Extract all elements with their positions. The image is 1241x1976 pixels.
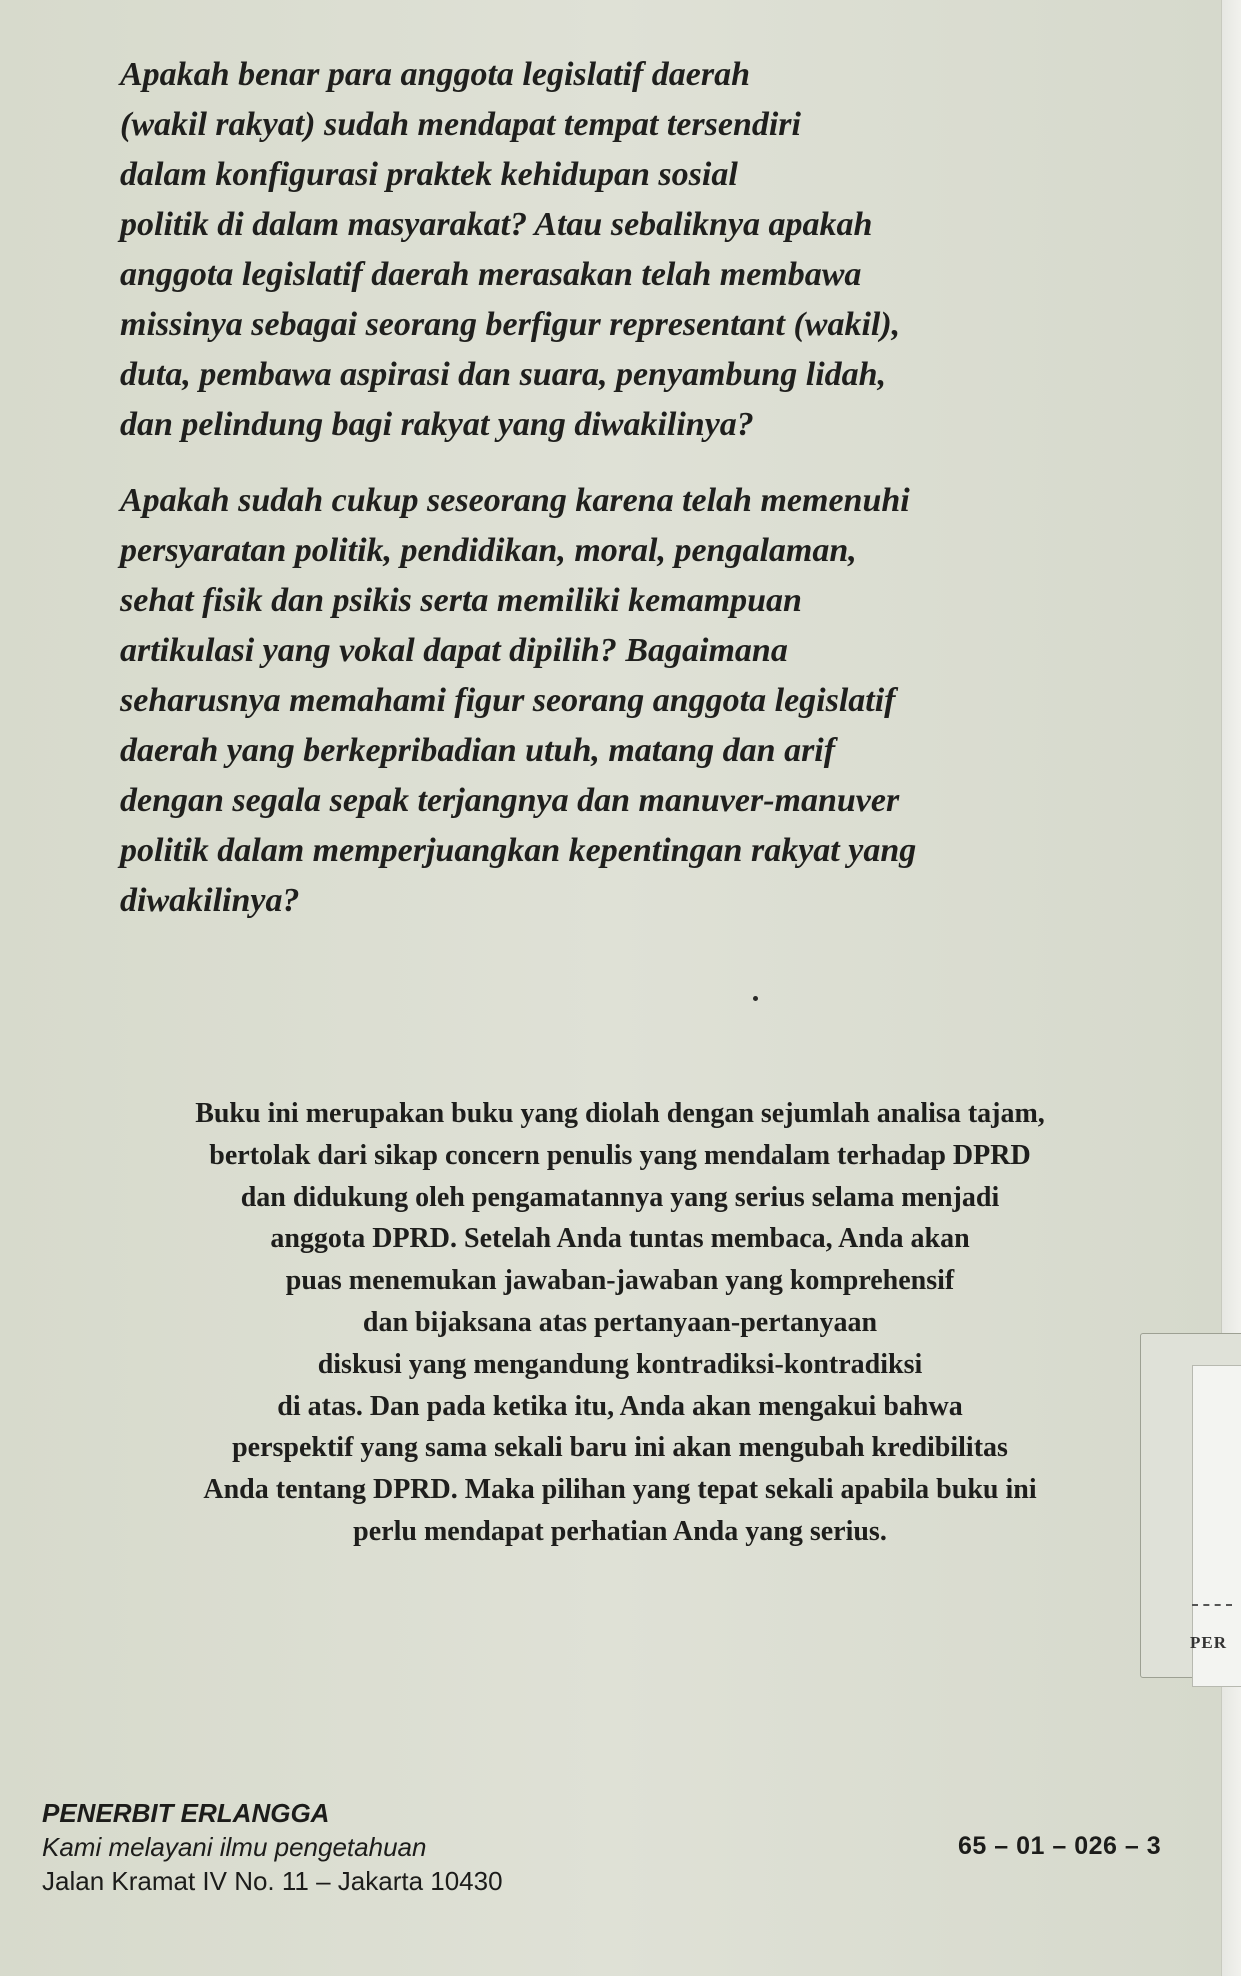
question-line: politik dalam memperjuangkan kepentingan rakyat yang	[120, 832, 917, 869]
question-line: duta, pembawa aspirasi dan suara, penyambung lidah,	[120, 356, 887, 393]
question-line: Apakah benar para anggota legislatif daerah	[120, 56, 751, 93]
description-line: Buku ini merupakan buku yang diolah dengan sejumlah analisa tajam,	[195, 1098, 1045, 1129]
description-line: dan didukung oleh pengamatannya yang serius selama menjadi	[240, 1181, 1000, 1213]
question-line: dengan segala sepak terjangnya dan manuver-manuver	[120, 782, 900, 819]
question-line: missinya sebagai seorang berfigur representant (wakil),	[120, 306, 901, 343]
description-line: diskusi yang mengandung kontradiksi-kontradiksi	[317, 1348, 923, 1380]
description-line: perlu mendapat perhatian Anda yang serius.	[353, 1515, 887, 1547]
description-line: dan bijaksana atas pertanyaan-pertanyaan	[362, 1306, 878, 1338]
description-line: anggota DPRD. Setelah Anda tuntas membaca, Anda akan	[270, 1223, 970, 1255]
question-line: daerah yang berkepribadian utuh, matang dan arif	[120, 732, 836, 769]
speck-mark	[753, 996, 758, 1001]
question-line: anggota legislatif daerah merasakan telah membawa	[120, 256, 862, 293]
question-line: artikulasi yang vokal dapat dipilih? Bagaimana	[120, 632, 788, 669]
question-line: persyaratan politik, pendidikan, moral, pengalaman,	[120, 532, 857, 569]
description-line: Anda tentang DPRD. Maka pilihan yang tepat sekali apabila buku ini	[203, 1474, 1037, 1506]
question-line: sehat fisik dan psikis serta memiliki kemampuan	[120, 582, 802, 619]
label-dashed-line	[1192, 1604, 1232, 1606]
question-line: diwakilinya?	[120, 882, 300, 919]
publisher-info	[42, 1796, 503, 1898]
question-line: (wakil rakyat) sudah mendapat tempat tersendiri	[120, 106, 801, 143]
description-line: puas menemukan jawaban-jawaban yang komprehensif	[285, 1265, 955, 1297]
question-line: seharusnya memahami figur seorang anggota legislatif	[120, 682, 896, 719]
question-line: Apakah sudah cukup seseorang karena telah memenuhi	[120, 482, 910, 519]
publisher-address: Jalan Kramat IV No. 11 – Jakarta 10430	[42, 1866, 503, 1896]
description-line: perspektif yang sama sekali baru ini akan mengubah kredibilitas	[232, 1432, 1008, 1464]
question-paragraph-2	[120, 476, 1120, 926]
publisher-name: PENERBIT ERLANGGA	[42, 1798, 330, 1828]
library-label-text: PER	[1190, 1633, 1227, 1652]
description-line: bertolak dari sikap concern penulis yang mendalam terhadap DPRD	[209, 1139, 1031, 1171]
question-paragraph-1	[120, 50, 1120, 450]
publisher-tagline: Kami melayani ilmu pengetahuan	[42, 1832, 427, 1862]
question-line: dan pelindung bagi rakyat yang diwakilinya?	[120, 406, 754, 443]
question-line: dalam konfigurasi praktek kehidupan sosial	[120, 156, 738, 193]
book-description	[45, 1093, 1195, 1553]
description-line: di atas. Dan pada ketika itu, Anda akan mengakui bahwa	[277, 1390, 963, 1422]
question-line: politik di dalam masyarakat? Atau sebaliknya apakah	[120, 206, 873, 243]
question-text-block	[120, 50, 1120, 926]
book-code: 65 – 01 – 026 – 3	[958, 1832, 1162, 1860]
